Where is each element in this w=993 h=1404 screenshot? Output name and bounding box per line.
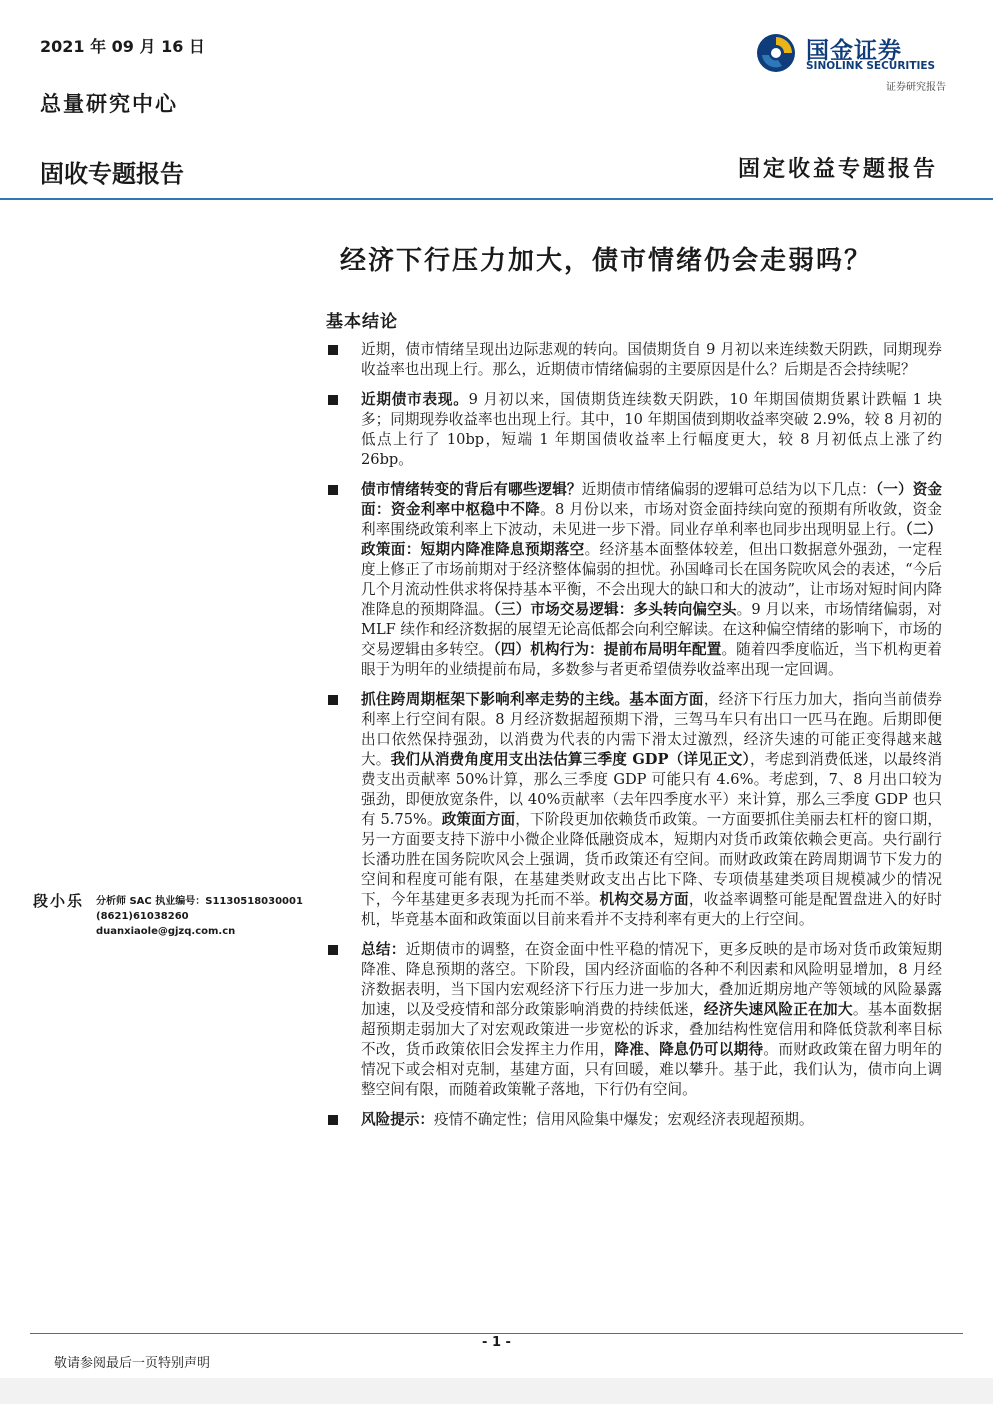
bold-text-segment: 债市情绪转变的背后有哪些逻辑？	[361, 481, 582, 498]
analyst-phone: (8621)61038260	[96, 911, 189, 922]
logo-emblem-icon	[756, 33, 796, 73]
text-segment: 。基本面数据超预期走弱加大了对宏观政策进一步宽松的诉求，叠加结构性宽信用和降低贷款利率目标不改，货币政策依旧会发挥主力作用，	[361, 1001, 942, 1058]
conclusion-item	[326, 1110, 942, 1130]
text-segment: 。8 月份以来，市场对资金面持续向宽的预期有所收敛，资金利率围绕政策利率上下波动，未见进一步下滑。同业存单利率也同步出现明显上行。	[361, 501, 942, 538]
square-bullet-icon	[328, 345, 338, 355]
conclusion-item	[326, 340, 942, 380]
bottom-bar	[0, 1378, 993, 1404]
logo-subtitle: 证券研究报告	[886, 82, 946, 93]
bold-text-segment: （二）政策面：短期内降准降息预期落空	[361, 521, 942, 558]
bold-text-segment: （三）市场交易逻辑：多头转向偏空头	[493, 601, 737, 618]
text-segment: 。随着四季度临近，当下机构更着眼于为明年的业绩提前布局，多数参与者更希望债券收益率出现一定回调。	[361, 641, 942, 678]
bold-text-segment: 我们从消费角度用支出法估算三季度 GDP（详见正文）	[390, 751, 750, 768]
square-bullet-icon	[328, 1115, 338, 1125]
bold-text-segment: 政策面方面	[441, 811, 516, 828]
square-bullet-icon	[328, 695, 338, 705]
bold-text-segment: 风险提示：	[361, 1111, 434, 1128]
logo-english-name: SINOLINK SECURITIES	[806, 60, 936, 72]
bold-text-segment: 总结：	[361, 941, 406, 958]
square-bullet-icon	[328, 945, 338, 955]
conclusion-list	[326, 340, 942, 1140]
text-segment: 。而财政政策在留力明年的情况下或会相对克制，基建方面，只有回暖，难以攀升。基于此，我们认为，债市向上调整空间有限，而随着政策靴子落地，下行仍有空间。	[361, 1041, 942, 1098]
bold-text-segment: 抓住跨周期框架下影响利率走势的主线。基本面方面	[361, 691, 704, 708]
report-category-label: 固定收益专题报告	[737, 156, 938, 182]
company-logo	[756, 30, 946, 92]
square-bullet-icon	[328, 485, 338, 495]
report-date: 2021 年 09 月 16 日	[40, 37, 205, 56]
report-type-label: 固收专题报告	[40, 160, 184, 188]
analyst-email[interactable]: duanxiaole@gjzq.com.cn	[96, 926, 236, 937]
text-segment: 近期债市的调整，在资金面中性平稳的情况下，更多反映的是市场对货币政策短期降准、降息预期的落空。下阶段，国内经济面临的各种不利因素和风险明显增加，8 月经济数据表明，当下国内宏观经济下行压力进一步加大，叠加近期房地产等领域的风险暴露加速，以及受疫情和部分政策影响消费的持续低迷，	[361, 941, 942, 1018]
text-segment: 疫情不确定性；信用风险集中爆发；宏观经济表现超预期。	[433, 1111, 814, 1128]
text-segment: 。经济基本面整体较差，但出口数据意外强劲，一定程度上修正了市场前期对于经济整体偏弱的担忧。孙国峰司长在国务院吹风会的表述，“今后几个月流动性供求将保持基本平衡，不会出现大的缺口和大的波动”，让市场对短时间内降准降息的预期降温。	[361, 541, 942, 618]
page-number: - 1 -	[482, 1335, 511, 1350]
report-title: 经济下行压力加大，债市情绪仍会走弱吗？	[340, 246, 873, 276]
bold-text-segment: （一）资金面：资金利率中枢稳中不降	[361, 481, 942, 518]
text-segment: ，下阶段更加依赖货币政策。一方面要抓住美丽去杠杆的窗口期，另一方面要支持下游中小微企业降低融资成本，短期内对货币政策依赖会更高。央行副行长潘功胜在国务院吹风会上强调，货币政策还有空间。而财政政策在跨周期调节下发力的空间和程度可能有限，在基建类财政支出占比下降、专项债基建类项目规模减少的情况下，今年基建更多表现为托而不举。	[361, 811, 942, 908]
bold-text-segment: 机构交易方面	[599, 891, 689, 908]
text-segment: ，收益率调整可能是配置盘进入的好时机，毕竟基本面和政策面以目前来看并不支持利率有更大的上行空间。	[361, 891, 942, 928]
bold-text-segment: 近期债市表现。	[361, 391, 469, 408]
analyst-contact	[96, 894, 303, 939]
bold-text-segment: 经济失速风险正在加大	[703, 1001, 853, 1018]
text-segment: 。9 月以来，市场情绪偏弱，对 MLF 续作和经济数据的展望无论高低都会向利空解读。在这种偏空情绪的影响下，市场的交易逻辑由多转空。	[361, 601, 942, 658]
text-segment: 9 月初以来，国债期货连续数天阴跌，10 年期国债期货累计跌幅 1 块多；同期现券收益率也出现上行。其中，10 年期国债到期收益率突破 2.9%，较 8 月初的低点上行了 10bp，短端 1 年期国债收益率上行幅度更大，较 8 月初低点上涨了约 26bp。	[361, 391, 942, 468]
section-heading: 基本结论	[326, 312, 398, 332]
conclusion-item	[326, 480, 942, 680]
logo-chinese-name: 国金证券	[806, 38, 902, 64]
text-segment: 近期债市情绪偏弱的逻辑可总结为以下几点：	[581, 481, 876, 498]
header-divider	[0, 198, 993, 200]
text-segment: 近期，债市情绪呈现出边际悲观的转向。国债期货自 9 月初以来连续数天阴跌，同期现券收益率也出现上行。那么，近期债市情绪偏弱的主要原因是什么？后期是否会持续呢？	[361, 341, 942, 378]
disclaimer-note: 敬请参阅最后一页特别声明	[54, 1356, 211, 1371]
conclusion-item	[326, 390, 942, 470]
square-bullet-icon	[328, 395, 338, 405]
conclusion-item	[326, 940, 942, 1100]
conclusion-item	[326, 690, 942, 930]
bold-text-segment: 降准、降息仍可以期待	[614, 1041, 764, 1058]
analyst-name: 段小乐	[33, 892, 85, 910]
analyst-credential: 分析师 SAC 执业编号：S1130518030001	[96, 896, 303, 907]
text-segment: ，考虑到消费低迷，以最终消费支出贡献率 50%计算，那么三季度 GDP 可能只有 4.6%。考虑到，7、8 月出口较为强劲，即便放宽条件，以 40%贡献率（去年四季度水平）来计算，那么三季度 GDP 也只有 5.75%。	[361, 751, 942, 828]
footer-divider	[30, 1333, 963, 1334]
text-segment: ，经济下行压力加大，指向当前债券利率上行空间有限。8 月经济数据超预期下滑，三驾马车只有出口一匹马在跑。后期即便出口依然保持强劲，以消费为代表的内需下滑太过激烈，经济失速的可能正变得越来越大。	[361, 691, 942, 768]
research-center-name: 总量研究中心	[40, 91, 178, 116]
bold-text-segment: （四）机构行为：提前布局明年配置	[493, 641, 722, 658]
